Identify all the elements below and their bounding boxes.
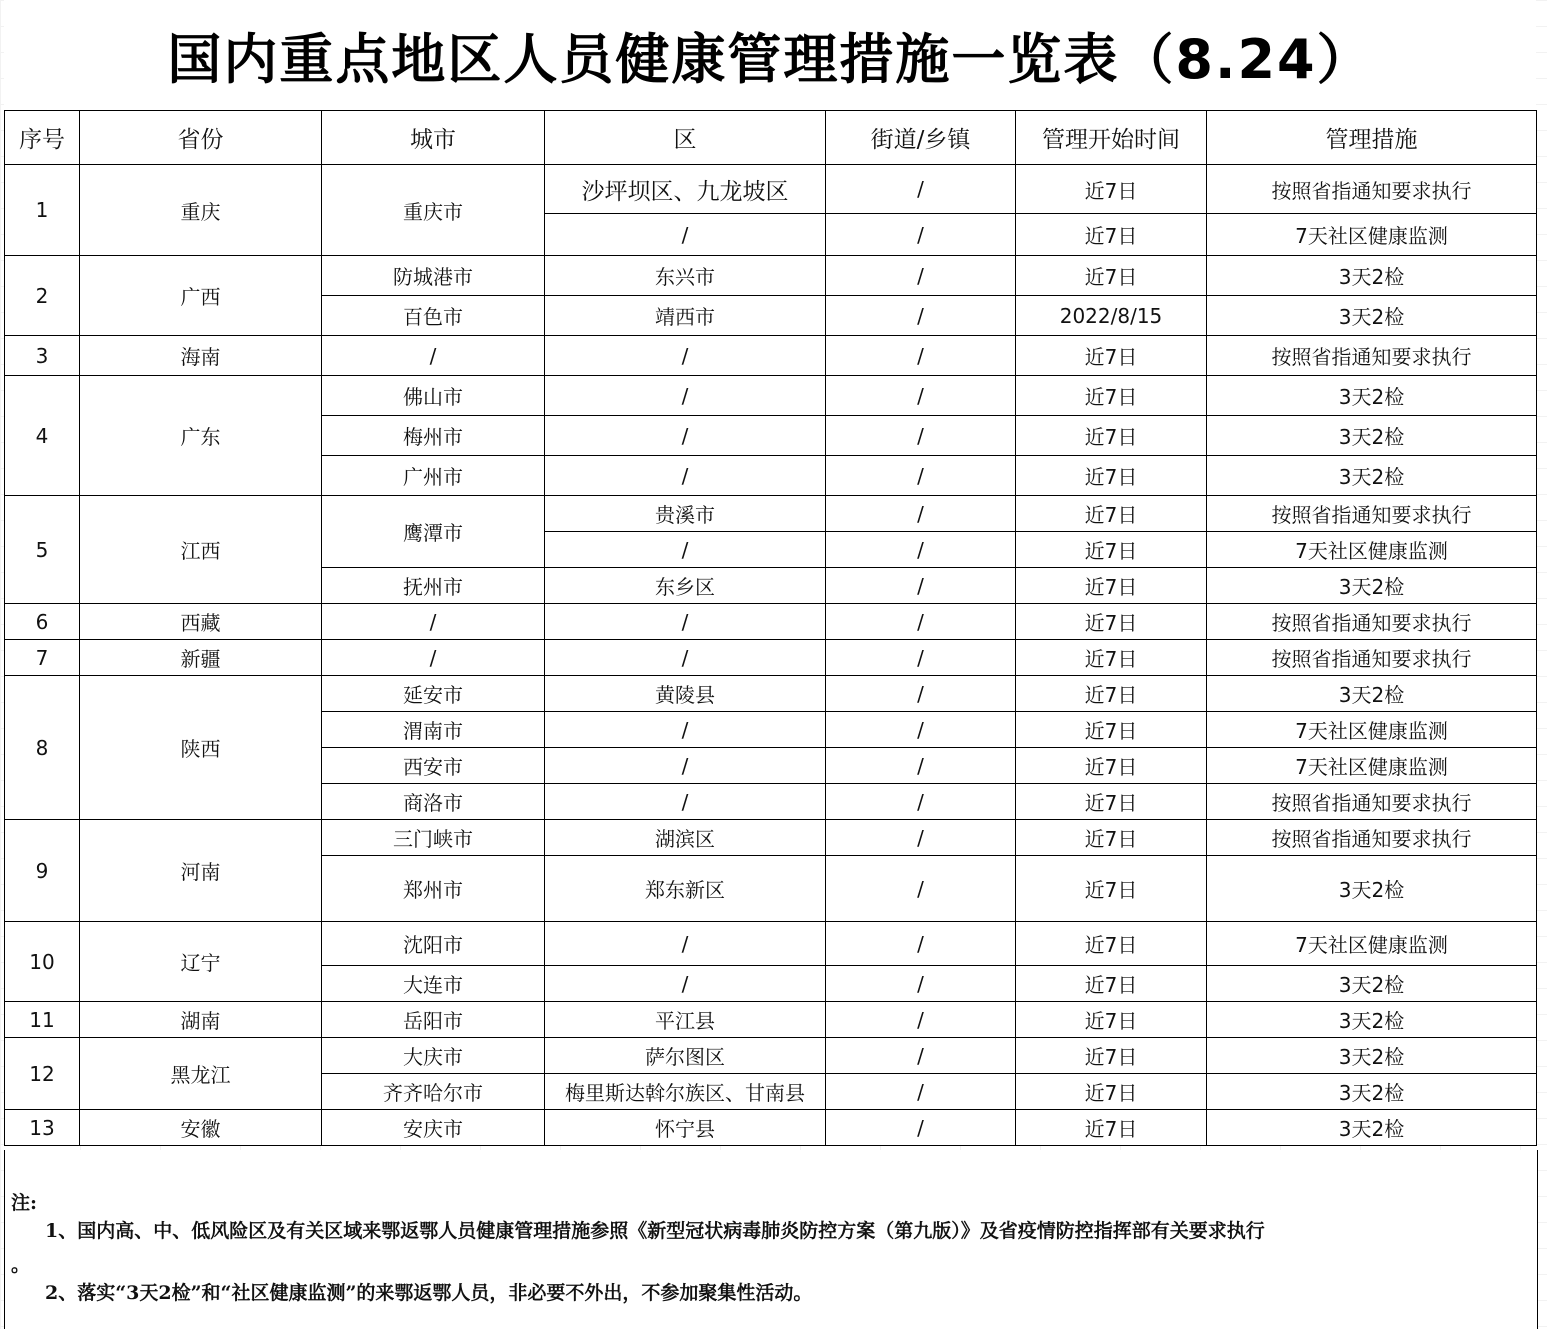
table-row: [5, 336, 1537, 376]
district-cell[interactable]: 沙坪坝区、九龙坡区: [545, 165, 826, 214]
street-cell[interactable]: /: [826, 676, 1016, 712]
start-time-cell[interactable]: 近7日: [1016, 856, 1207, 922]
district-cell[interactable]: 东兴市: [545, 256, 826, 296]
street-cell[interactable]: /: [826, 568, 1016, 604]
street-cell[interactable]: /: [826, 496, 1016, 532]
row-number-cell[interactable]: 5: [5, 496, 80, 604]
district-cell[interactable]: /: [545, 336, 826, 376]
header-cell[interactable]: 管理开始时间: [1016, 111, 1207, 165]
row-number-cell[interactable]: 11: [5, 1002, 80, 1038]
district-cell[interactable]: /: [545, 966, 826, 1002]
district-cell[interactable]: /: [545, 214, 826, 256]
street-cell[interactable]: /: [826, 1074, 1016, 1110]
city-cell[interactable]: 佛山市: [322, 376, 545, 416]
row-number-cell[interactable]: 4: [5, 376, 80, 496]
province-cell[interactable]: 安徽: [80, 1110, 322, 1146]
note-item-1: 1、国内高、中、低风险区及有关区域来鄂返鄂人员健康管理措施参照《新型冠状病毒肺炎防控方案（第九版）》及省疫情防控指挥部有关要求执行: [45, 1220, 1265, 1242]
start-time-cell[interactable]: 近7日: [1016, 532, 1207, 568]
province-cell[interactable]: 海南: [80, 336, 322, 376]
city-cell[interactable]: /: [322, 604, 545, 640]
street-cell[interactable]: /: [826, 256, 1016, 296]
note-item-1-tail: 。: [11, 1254, 31, 1276]
district-cell[interactable]: 东乡区: [545, 568, 826, 604]
measure-cell[interactable]: 3天2检: [1207, 1074, 1537, 1110]
city-cell[interactable]: 郑州市: [322, 856, 545, 922]
table-row: [5, 604, 1537, 640]
table-row: [5, 922, 1537, 966]
measure-cell[interactable]: 按照省指通知要求执行: [1207, 496, 1537, 532]
street-cell[interactable]: /: [826, 296, 1016, 336]
header-cell[interactable]: 街道/乡镇: [826, 111, 1016, 165]
row-number-cell[interactable]: 8: [5, 676, 80, 820]
district-cell[interactable]: 黄陵县: [545, 676, 826, 712]
measure-cell[interactable]: 3天2检: [1207, 856, 1537, 922]
street-cell[interactable]: /: [826, 456, 1016, 496]
district-cell[interactable]: 平江县: [545, 1002, 826, 1038]
row-number-cell[interactable]: 6: [5, 604, 80, 640]
province-cell[interactable]: 陕西: [80, 676, 322, 820]
start-time-cell[interactable]: 近7日: [1016, 165, 1207, 214]
street-cell[interactable]: /: [826, 784, 1016, 820]
header-cell[interactable]: 省份: [80, 111, 322, 165]
row-number-cell[interactable]: 10: [5, 922, 80, 1002]
header-cell[interactable]: 序号: [5, 111, 80, 165]
district-cell[interactable]: 萨尔图区: [545, 1038, 826, 1074]
street-cell[interactable]: /: [826, 640, 1016, 676]
start-time-cell[interactable]: 近7日: [1016, 496, 1207, 532]
row-number-cell[interactable]: 1: [5, 165, 80, 256]
start-time-cell[interactable]: 近7日: [1016, 456, 1207, 496]
district-cell[interactable]: 贵溪市: [545, 496, 826, 532]
start-time-cell[interactable]: 近7日: [1016, 820, 1207, 856]
province-cell[interactable]: 西藏: [80, 604, 322, 640]
start-time-cell[interactable]: 近7日: [1016, 676, 1207, 712]
start-time-cell[interactable]: 近7日: [1016, 214, 1207, 256]
measure-cell[interactable]: 3天2检: [1207, 376, 1537, 416]
measure-cell[interactable]: 3天2检: [1207, 296, 1537, 336]
city-cell[interactable]: 百色市: [322, 296, 545, 336]
measure-cell[interactable]: 3天2检: [1207, 1110, 1537, 1146]
district-cell[interactable]: 湖滨区: [545, 820, 826, 856]
district-cell[interactable]: /: [545, 640, 826, 676]
city-cell[interactable]: /: [322, 336, 545, 376]
measure-cell[interactable]: 3天2检: [1207, 568, 1537, 604]
district-cell[interactable]: /: [545, 416, 826, 456]
header-cell[interactable]: 区: [545, 111, 826, 165]
start-time-cell[interactable]: 近7日: [1016, 376, 1207, 416]
street-cell[interactable]: /: [826, 748, 1016, 784]
street-cell[interactable]: /: [826, 376, 1016, 416]
health-measures-table: [4, 110, 1537, 1146]
measure-cell[interactable]: 按照省指通知要求执行: [1207, 784, 1537, 820]
start-time-cell[interactable]: 近7日: [1016, 604, 1207, 640]
province-cell[interactable]: 广东: [80, 376, 322, 496]
start-time-cell[interactable]: 近7日: [1016, 784, 1207, 820]
table-row: [5, 165, 1537, 214]
start-time-cell[interactable]: 近7日: [1016, 1110, 1207, 1146]
street-cell[interactable]: /: [826, 856, 1016, 922]
city-cell[interactable]: 三门峡市: [322, 820, 545, 856]
table-row: [5, 496, 1537, 532]
table-row: [5, 376, 1537, 416]
district-cell[interactable]: /: [545, 456, 826, 496]
street-cell[interactable]: /: [826, 336, 1016, 376]
city-cell[interactable]: 齐齐哈尔市: [322, 1074, 545, 1110]
start-time-cell[interactable]: 近7日: [1016, 712, 1207, 748]
measure-cell[interactable]: 按照省指通知要求执行: [1207, 604, 1537, 640]
city-cell[interactable]: 防城港市: [322, 256, 545, 296]
notes-section[interactable]: [4, 1150, 1538, 1329]
measure-cell[interactable]: 按照省指通知要求执行: [1207, 165, 1537, 214]
city-cell[interactable]: 大庆市: [322, 1038, 545, 1074]
street-cell[interactable]: /: [826, 165, 1016, 214]
street-cell[interactable]: /: [826, 1110, 1016, 1146]
row-number-cell[interactable]: 3: [5, 336, 80, 376]
province-cell[interactable]: 河南: [80, 820, 322, 922]
province-cell[interactable]: 辽宁: [80, 922, 322, 1002]
table-row: [5, 256, 1537, 296]
city-cell[interactable]: 沈阳市: [322, 922, 545, 966]
province-cell[interactable]: 广西: [80, 256, 322, 336]
city-cell[interactable]: 重庆市: [322, 165, 545, 256]
start-time-cell[interactable]: 近7日: [1016, 416, 1207, 456]
measure-cell[interactable]: 3天2检: [1207, 416, 1537, 456]
row-number-cell[interactable]: 13: [5, 1110, 80, 1146]
measure-cell[interactable]: 3天2检: [1207, 966, 1537, 1002]
start-time-cell[interactable]: 近7日: [1016, 922, 1207, 966]
table-row: [5, 1038, 1537, 1074]
page-title: 国内重点地区人员健康管理措施一览表（8.24）: [4, 0, 1536, 110]
measure-cell[interactable]: 3天2检: [1207, 1038, 1537, 1074]
city-cell[interactable]: 抚州市: [322, 568, 545, 604]
table-row: [5, 1110, 1537, 1146]
city-cell[interactable]: 广州市: [322, 456, 545, 496]
district-cell[interactable]: /: [545, 712, 826, 748]
district-cell[interactable]: /: [545, 532, 826, 568]
start-time-cell[interactable]: 近7日: [1016, 640, 1207, 676]
start-time-cell[interactable]: 近7日: [1016, 256, 1207, 296]
district-cell[interactable]: 怀宁县: [545, 1110, 826, 1146]
city-cell[interactable]: 延安市: [322, 676, 545, 712]
street-cell[interactable]: /: [826, 712, 1016, 748]
start-time-cell[interactable]: 近7日: [1016, 568, 1207, 604]
city-cell[interactable]: 渭南市: [322, 712, 545, 748]
street-cell[interactable]: /: [826, 1038, 1016, 1074]
street-cell[interactable]: /: [826, 966, 1016, 1002]
district-cell[interactable]: /: [545, 748, 826, 784]
city-cell[interactable]: 西安市: [322, 748, 545, 784]
measure-cell[interactable]: 7天社区健康监测: [1207, 214, 1537, 256]
city-cell[interactable]: 大连市: [322, 966, 545, 1002]
start-time-cell[interactable]: 近7日: [1016, 748, 1207, 784]
street-cell[interactable]: /: [826, 820, 1016, 856]
row-number-cell[interactable]: 9: [5, 820, 80, 922]
measure-cell[interactable]: 按照省指通知要求执行: [1207, 640, 1537, 676]
measure-cell[interactable]: 7天社区健康监测: [1207, 922, 1537, 966]
start-time-cell[interactable]: 近7日: [1016, 966, 1207, 1002]
row-number-cell[interactable]: 2: [5, 256, 80, 336]
table-row: [5, 820, 1537, 856]
table-header-row: [5, 111, 1537, 165]
measure-cell[interactable]: 按照省指通知要求执行: [1207, 820, 1537, 856]
measure-cell[interactable]: 3天2检: [1207, 456, 1537, 496]
city-cell[interactable]: 商洛市: [322, 784, 545, 820]
measure-cell[interactable]: 3天2检: [1207, 256, 1537, 296]
city-cell[interactable]: 岳阳市: [322, 1002, 545, 1038]
row-number-cell[interactable]: 7: [5, 640, 80, 676]
header-cell[interactable]: 管理措施: [1207, 111, 1537, 165]
measure-cell[interactable]: 7天社区健康监测: [1207, 532, 1537, 568]
measure-cell[interactable]: 按照省指通知要求执行: [1207, 336, 1537, 376]
district-cell[interactable]: 郑东新区: [545, 856, 826, 922]
street-cell[interactable]: /: [826, 604, 1016, 640]
street-cell[interactable]: /: [826, 532, 1016, 568]
start-time-cell[interactable]: 近7日: [1016, 1074, 1207, 1110]
province-cell[interactable]: 江西: [80, 496, 322, 604]
district-cell[interactable]: 梅里斯达斡尔族区、甘南县: [545, 1074, 826, 1110]
start-time-cell[interactable]: 近7日: [1016, 1038, 1207, 1074]
city-cell[interactable]: 梅州市: [322, 416, 545, 456]
measure-cell[interactable]: 7天社区健康监测: [1207, 748, 1537, 784]
street-cell[interactable]: /: [826, 416, 1016, 456]
note-item-2: 2、落实“3天2检”和“社区健康监测”的来鄂返鄂人员，非必要不外出，不参加聚集性活动。: [45, 1282, 813, 1304]
city-cell[interactable]: 安庆市: [322, 1110, 545, 1146]
district-cell[interactable]: /: [545, 784, 826, 820]
street-cell[interactable]: /: [826, 1002, 1016, 1038]
province-cell[interactable]: 黑龙江: [80, 1038, 322, 1110]
table-row: [5, 676, 1537, 712]
measure-cell[interactable]: 7天社区健康监测: [1207, 712, 1537, 748]
start-time-cell[interactable]: 近7日: [1016, 1002, 1207, 1038]
street-cell[interactable]: /: [826, 214, 1016, 256]
table-row: [5, 1002, 1537, 1038]
city-cell[interactable]: 鹰潭市: [322, 496, 545, 568]
measure-cell[interactable]: 3天2检: [1207, 676, 1537, 712]
district-cell[interactable]: /: [545, 376, 826, 416]
notes-label: 注:: [11, 1192, 38, 1214]
district-cell[interactable]: 靖西市: [545, 296, 826, 336]
table-row: [5, 640, 1537, 676]
start-time-cell[interactable]: 2022/8/15: [1016, 296, 1207, 336]
district-cell[interactable]: /: [545, 604, 826, 640]
province-cell[interactable]: 新疆: [80, 640, 322, 676]
measure-cell[interactable]: 3天2检: [1207, 1002, 1537, 1038]
province-cell[interactable]: 湖南: [80, 1002, 322, 1038]
city-cell[interactable]: /: [322, 640, 545, 676]
start-time-cell[interactable]: 近7日: [1016, 336, 1207, 376]
province-cell[interactable]: 重庆: [80, 165, 322, 256]
header-cell[interactable]: 城市: [322, 111, 545, 165]
district-cell[interactable]: /: [545, 922, 826, 966]
row-number-cell[interactable]: 12: [5, 1038, 80, 1110]
street-cell[interactable]: /: [826, 922, 1016, 966]
